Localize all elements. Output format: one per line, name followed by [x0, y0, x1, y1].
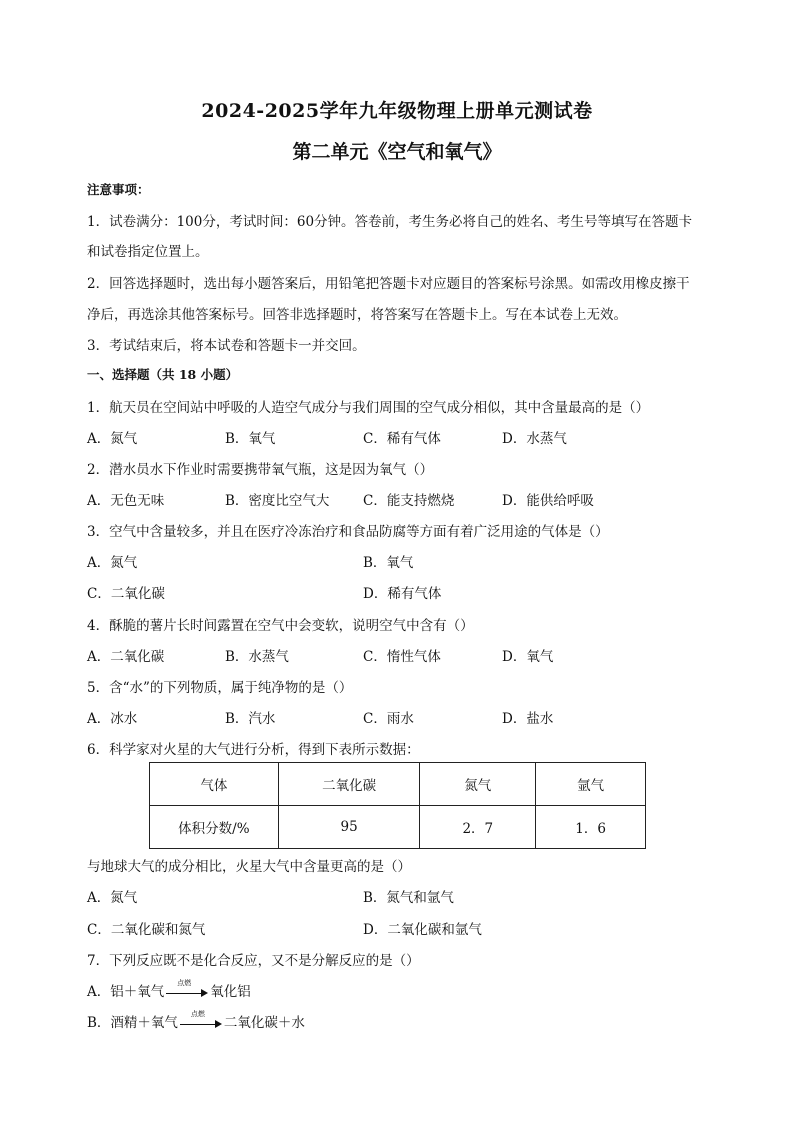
option-d: D．二氧化碳和氩气	[363, 922, 482, 938]
table-cell: 1．6	[536, 806, 646, 849]
question-stem: 3．空气中含量较多，并且在医疗冷冻治疗和食品防腐等方面有着广泛用途的气体是（）	[87, 524, 609, 540]
option-a: A．氮气	[87, 431, 138, 447]
reaction-arrow-icon	[180, 1009, 222, 1029]
table-header-cell: 氮气	[420, 763, 536, 806]
notice-heading: 注意事项：	[87, 182, 150, 197]
option-a: A．二氧化碳	[87, 649, 165, 665]
question-stem: 4．酥脆的薯片长时间露置在空气中会变软，说明空气中含有（）	[87, 618, 474, 634]
table-header-cell: 气体	[150, 763, 279, 806]
notice-line: 3．考试结束后，将本试卷和答题卡一并交回。	[87, 338, 366, 354]
reaction-condition: 点燃	[190, 1009, 205, 1018]
option-a: A．冰水	[87, 711, 138, 727]
mars-atmosphere-table	[149, 762, 646, 849]
question-stem: 7．下列反应既不是化合反应，又不是分解反应的是（）	[87, 953, 420, 969]
notice-line: 净后，再选涂其他答案标号。回答非选择题时，将答案写在答题卡上。写在本试卷上无效。	[87, 307, 627, 323]
option-c: C．稀有气体	[363, 431, 441, 447]
option-d: D．水蒸气	[502, 431, 567, 447]
option-c: C．二氧化碳	[87, 586, 165, 602]
option-c: C．惰性气体	[363, 649, 441, 665]
option-b: B．汽水	[225, 711, 276, 727]
option-d: D．氧气	[502, 649, 554, 665]
option-d: D．盐水	[502, 711, 554, 727]
notice-line: 和试卷指定位置上。	[87, 244, 209, 260]
option-c: C．能支持燃烧	[363, 493, 455, 509]
reaction-arrow-icon	[166, 978, 208, 998]
option-b: B．密度比空气大	[225, 493, 330, 509]
notice-line: 1．试卷满分：100分，考试时间：60分钟。答卷前，考生务必将自己的姓名、考生号等填写在答题卡	[87, 214, 693, 230]
question-followup: 与地球大气的成分相比，火星大气中含量更高的是（）	[87, 859, 411, 875]
option-b: B．水蒸气	[225, 649, 289, 665]
page-title: 2024-2025学年九年级物理上册单元测试卷	[201, 100, 593, 122]
option-a: A．氮气	[87, 890, 138, 906]
question-stem: 5．含“水”的下列物质，属于纯净物的是（）	[87, 680, 353, 696]
option-a: A．氮气	[87, 555, 138, 571]
reaction-condition: 点燃	[177, 978, 192, 987]
option-d: D．稀有气体	[363, 586, 442, 602]
option-b: B．氧气	[363, 555, 414, 571]
products: 二氧化碳＋水	[223, 1015, 305, 1031]
notice-line: 2．回答选择题时，选出每小题答案后，用铅笔把答题卡对应题目的答案标号涂黑。如需改用橡皮擦干	[87, 276, 690, 292]
option-b: B．氮气和氩气	[363, 890, 454, 906]
option-b: B．氧气	[225, 431, 276, 447]
table-header-cell: 氩气	[536, 763, 646, 806]
option-c: C．雨水	[363, 711, 414, 727]
table-cell: 2．7	[420, 806, 536, 849]
option-c: C．二氧化碳和氮气	[87, 922, 206, 938]
table-cell: 95	[278, 806, 420, 849]
option-a	[87, 980, 251, 1000]
products: 氧化铝	[210, 984, 251, 1000]
question-stem: 2．潜水员水下作业时需要携带氧气瓶，这是因为氧气（）	[87, 462, 434, 478]
table-row	[150, 806, 646, 849]
option-d: D．能供给呼吸	[502, 493, 594, 509]
option-a: A．无色无味	[87, 493, 165, 509]
page-subtitle: 第二单元《空气和氧气》	[292, 141, 502, 163]
reactants: B．酒精＋氧气	[87, 1015, 178, 1031]
question-stem: 1．航天员在空间站中呼吸的人造空气成分与我们周围的空气成分相似，其中含量最高的是（）	[87, 400, 650, 416]
reactants: A．铝＋氧气	[87, 984, 165, 1000]
section-heading: 一、选择题（共 18 小题）	[87, 367, 239, 382]
table-row-label: 体积分数/%	[150, 806, 279, 849]
table-header-row	[150, 763, 646, 806]
option-b	[87, 1011, 305, 1031]
table-header-cell: 二氧化碳	[278, 763, 420, 806]
question-stem: 6．科学家对火星的大气进行分析，得到下表所示数据：	[87, 742, 420, 758]
